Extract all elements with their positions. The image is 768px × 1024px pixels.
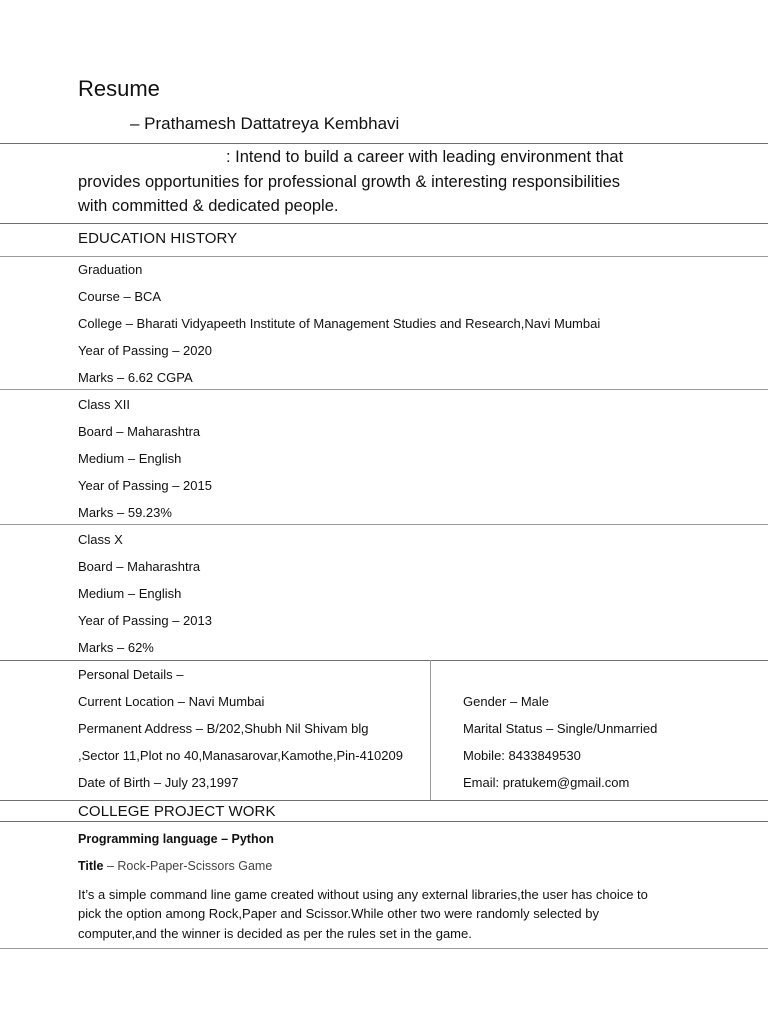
programming-language: Programming language – Python bbox=[78, 832, 274, 846]
objective-line: : Intend to build a career with leading environment that bbox=[226, 148, 624, 166]
graduation-label: Graduation bbox=[78, 262, 143, 277]
project-description-line: pick the option among Rock,Paper and Scissor.While other two were randomly selected by bbox=[78, 906, 599, 921]
divider bbox=[0, 660, 768, 661]
current-location: Current Location – Navi Mumbai bbox=[78, 694, 265, 709]
candidate-name: – Prathamesh Dattatreya Kembhavi bbox=[130, 114, 400, 133]
course: Course – BCA bbox=[78, 289, 162, 304]
class-xii-year: Year of Passing – 2015 bbox=[78, 478, 212, 493]
column-divider bbox=[430, 660, 431, 800]
class-xii-board: Board – Maharashtra bbox=[78, 424, 201, 439]
objective-line: provides opportunities for professional growth & interesting responsibilities bbox=[78, 173, 621, 191]
objective-line: with committed & dedicated people. bbox=[78, 197, 339, 215]
graduation-marks: Marks – 6.62 CGPA bbox=[78, 370, 193, 385]
class-xii-medium: Medium – English bbox=[78, 451, 182, 466]
divider bbox=[0, 821, 768, 822]
divider bbox=[0, 223, 768, 224]
date-of-birth: Date of Birth – July 23,1997 bbox=[78, 775, 239, 790]
mobile: Mobile: 8433849530 bbox=[463, 748, 581, 763]
project-description-line: computer,and the winner is decided as per the rules set in the game. bbox=[78, 926, 472, 941]
personal-details-label: Personal Details – bbox=[78, 667, 184, 682]
permanent-address: Permanent Address – B/202,Shubh Nil Shivam blg bbox=[78, 721, 369, 736]
class-x-label: Class X bbox=[78, 532, 123, 547]
project-description-line: It’s a simple command line game created without using any external libraries,the user has choice to bbox=[78, 887, 648, 902]
divider bbox=[0, 948, 768, 949]
class-x-medium: Medium – English bbox=[78, 586, 182, 601]
permanent-address-cont: ,Sector 11,Plot no 40,Manasarovar,Kamothe,Pin-410209 bbox=[78, 748, 403, 763]
class-xii-marks: Marks – 59.23% bbox=[78, 505, 172, 520]
marital-status: Marital Status – Single/Unmarried bbox=[463, 721, 658, 736]
class-x-marks: Marks – 62% bbox=[78, 640, 154, 655]
class-x-year: Year of Passing – 2013 bbox=[78, 613, 212, 628]
divider bbox=[0, 389, 768, 390]
graduation-year: Year of Passing – 2020 bbox=[78, 343, 212, 358]
gender: Gender – Male bbox=[463, 694, 549, 709]
class-xii-label: Class XII bbox=[78, 397, 131, 412]
divider bbox=[0, 800, 768, 801]
divider bbox=[0, 256, 768, 257]
page-title: Resume bbox=[78, 76, 160, 101]
divider bbox=[0, 143, 768, 144]
class-x-board: Board – Maharashtra bbox=[78, 559, 201, 574]
college: College – Bharati Vidyapeeth Institute of Management Studies and Research,Navi Mumbai bbox=[78, 316, 601, 331]
email: Email: pratukem@gmail.com bbox=[463, 775, 630, 790]
project-title-value: – Rock-Paper-Scissors Game bbox=[103, 859, 273, 873]
project-title bbox=[78, 859, 272, 873]
project-heading: COLLEGE PROJECT WORK bbox=[78, 803, 276, 820]
project-title-label: Title bbox=[78, 859, 104, 873]
divider bbox=[0, 524, 768, 525]
education-heading: EDUCATION HISTORY bbox=[78, 230, 238, 247]
